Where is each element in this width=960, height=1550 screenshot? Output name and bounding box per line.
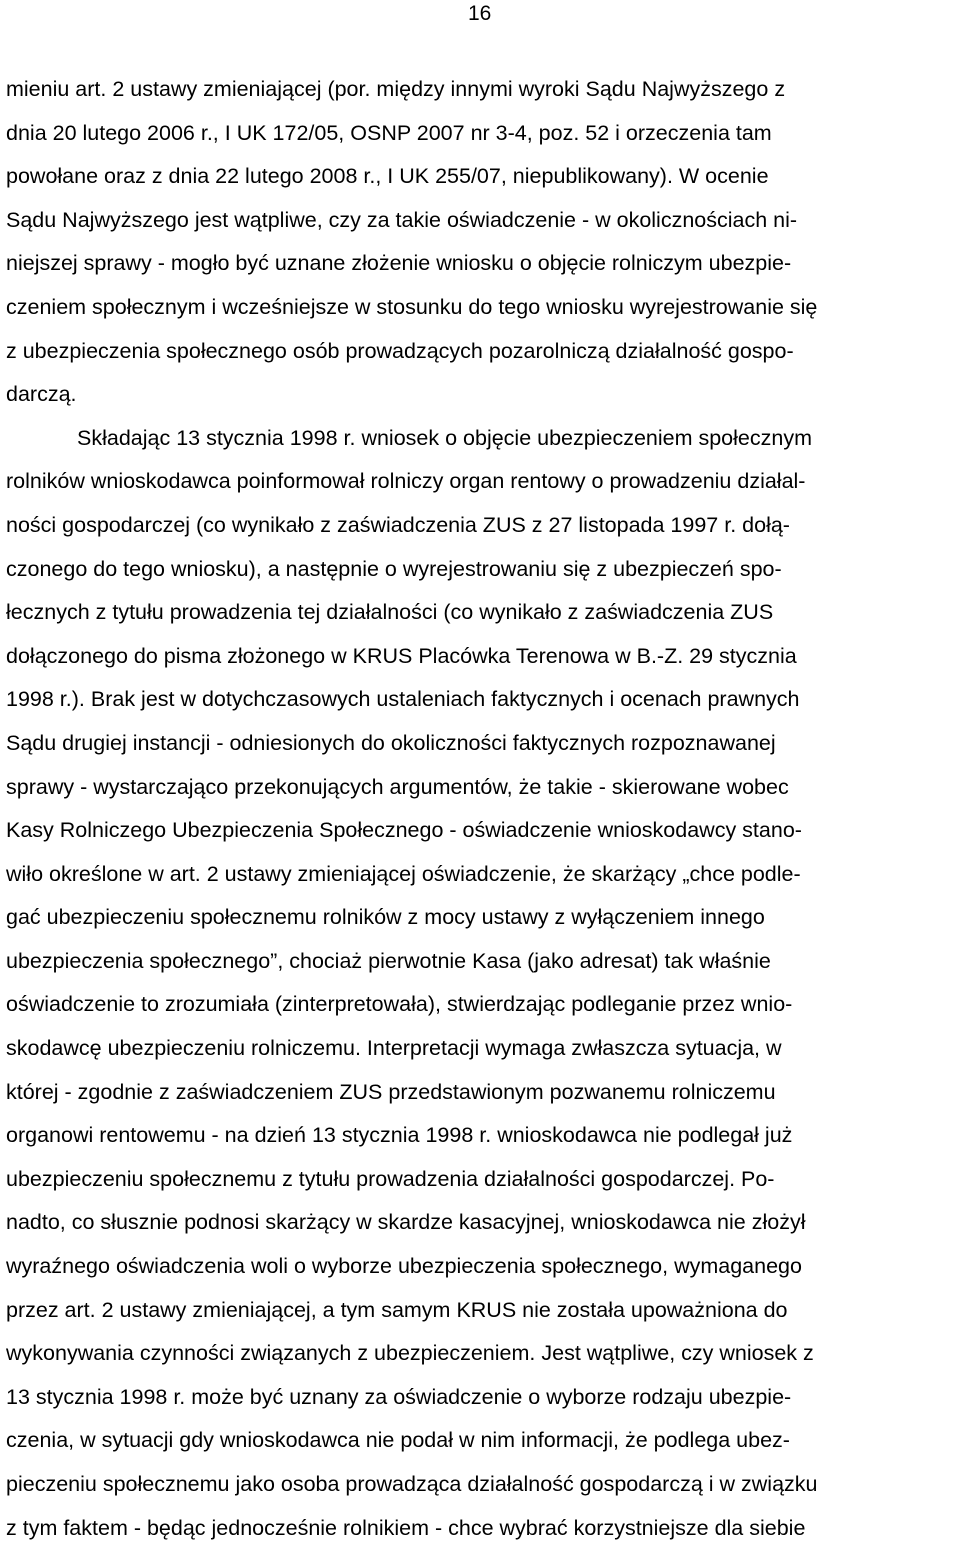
text-line: sprawy - wystarczająco przekonujących argumentów, że takie - skierowane wobec bbox=[6, 774, 789, 799]
text-line: ności gospodarczej (co wynikało z zaświadczenia ZUS z 27 listopada 1997 r. dołą- bbox=[6, 512, 790, 537]
text-line: darczą. bbox=[6, 382, 77, 407]
text-line: 13 stycznia 1998 r. może być uznany za oświadczenie o wyborze rodzaju ubezpie- bbox=[6, 1384, 792, 1409]
text-line: powołane oraz z dnia 22 lutego 2008 r., I UK 255/07, niepublikowany). W ocenie bbox=[6, 164, 769, 189]
text-line: wiło określone w art. 2 ustawy zmieniającej oświadczenie, że skarżący „chce podle- bbox=[6, 861, 801, 886]
text-line: łecznych z tytułu prowadzenia tej działalności (co wynikało z zaświadczenia ZUS bbox=[6, 600, 774, 625]
text-line: rolników wnioskodawca poinformował rolniczy organ rentowy o prowadzeniu działal- bbox=[6, 469, 806, 494]
text-line: ubezpieczeniu społecznemu z tytułu prowadzenia działalności gospodarczej. Po- bbox=[6, 1166, 775, 1191]
text-line: mieniu art. 2 ustawy zmieniającej (por. między innymi wyroki Sądu Najwyższego z bbox=[6, 77, 786, 101]
text-line: gać ubezpieczeniu społecznemu rolników z mocy ustawy z wyłączeniem innego bbox=[6, 905, 765, 930]
text-line: dołączonego do pisma złożonego w KRUS Placówka Terenowa w B.-Z. 29 stycznia bbox=[6, 643, 797, 668]
paragraph-first-line: Składając 13 stycznia 1998 r. wniosek o objęcie ubezpieczeniem społecznym bbox=[77, 425, 812, 450]
text-line: skodawcę ubezpieczeniu rolniczemu. Interpretacji wymaga zwłaszcza sytuacja, w bbox=[6, 1036, 782, 1061]
text-line: organowi rentowemu - na dzień 13 stycznia 1998 r. wnioskodawca nie podlegał już bbox=[6, 1123, 793, 1148]
text-line: Sądu Najwyższego jest wątpliwe, czy za takie oświadczenie - w okolicznościach ni- bbox=[6, 207, 798, 232]
text-line: nadto, co słusznie podnosi skarżący w skardze kasacyjnej, wnioskodawca nie złożył bbox=[6, 1210, 806, 1235]
document-body bbox=[6, 68, 958, 1550]
text-line: ubezpieczenia społecznego”, chociaż pierwotnie Kasa (jako adresat) tak właśnie bbox=[6, 948, 771, 973]
text-line: niejszej sprawy - mogło być uznane złożenie wniosku o objęcie rolniczym ubezpie- bbox=[6, 251, 792, 276]
text-line: z tym faktem - będąc jednocześnie rolnikiem - chce wybrać korzystniejsze dla siebie bbox=[6, 1515, 806, 1540]
text-line: wykonywania czynności związanych z ubezpieczeniem. Jest wątpliwe, czy wniosek z bbox=[6, 1341, 814, 1366]
text-line: której - zgodnie z zaświadczeniem ZUS przedstawionym pozwanemu rolniczemu bbox=[6, 1079, 776, 1104]
text-line: 1998 r.). Brak jest w dotychczasowych ustaleniach faktycznych i ocenach prawnych bbox=[6, 687, 800, 712]
text-line: czonego do tego wniosku), a następnie o wyrejestrowaniu się z ubezpieczeń spo- bbox=[6, 556, 782, 581]
text-line: czenia, w sytuacji gdy wnioskodawca nie podał w nim informacji, że podlega ubez- bbox=[6, 1428, 790, 1453]
text-line: pieczeniu społecznemu jako osoba prowadząca działalność gospodarczą i w związku bbox=[6, 1472, 818, 1496]
text-line: Sądu drugiej instancji - odniesionych do okoliczności faktycznych rozpoznawanej bbox=[6, 730, 776, 755]
text-line: wyraźnego oświadczenia woli o wyborze ubezpieczenia społecznego, wymaganego bbox=[6, 1254, 802, 1279]
text-line: czeniem społecznym i wcześniejsze w stosunku do tego wniosku wyrejestrowanie się bbox=[6, 294, 818, 319]
page-number: 16 bbox=[468, 2, 492, 25]
text-line: z ubezpieczenia społecznego osób prowadzących pozarolniczą działalność gospo- bbox=[6, 338, 794, 363]
text-line: Kasy Rolniczego Ubezpieczenia Społecznego - oświadczenie wnioskodawcy stano- bbox=[6, 818, 802, 843]
text-line: dnia 20 lutego 2006 r., I UK 172/05, OSNP 2007 nr 3-4, poz. 52 i orzeczenia tam bbox=[6, 120, 772, 145]
text-line: oświadczenie to zrozumiała (zinterpretowała), stwierdzając podleganie przez wnio- bbox=[6, 992, 793, 1017]
text-line: przez art. 2 ustawy zmieniającej, a tym samym KRUS nie została upoważniona do bbox=[6, 1297, 788, 1322]
